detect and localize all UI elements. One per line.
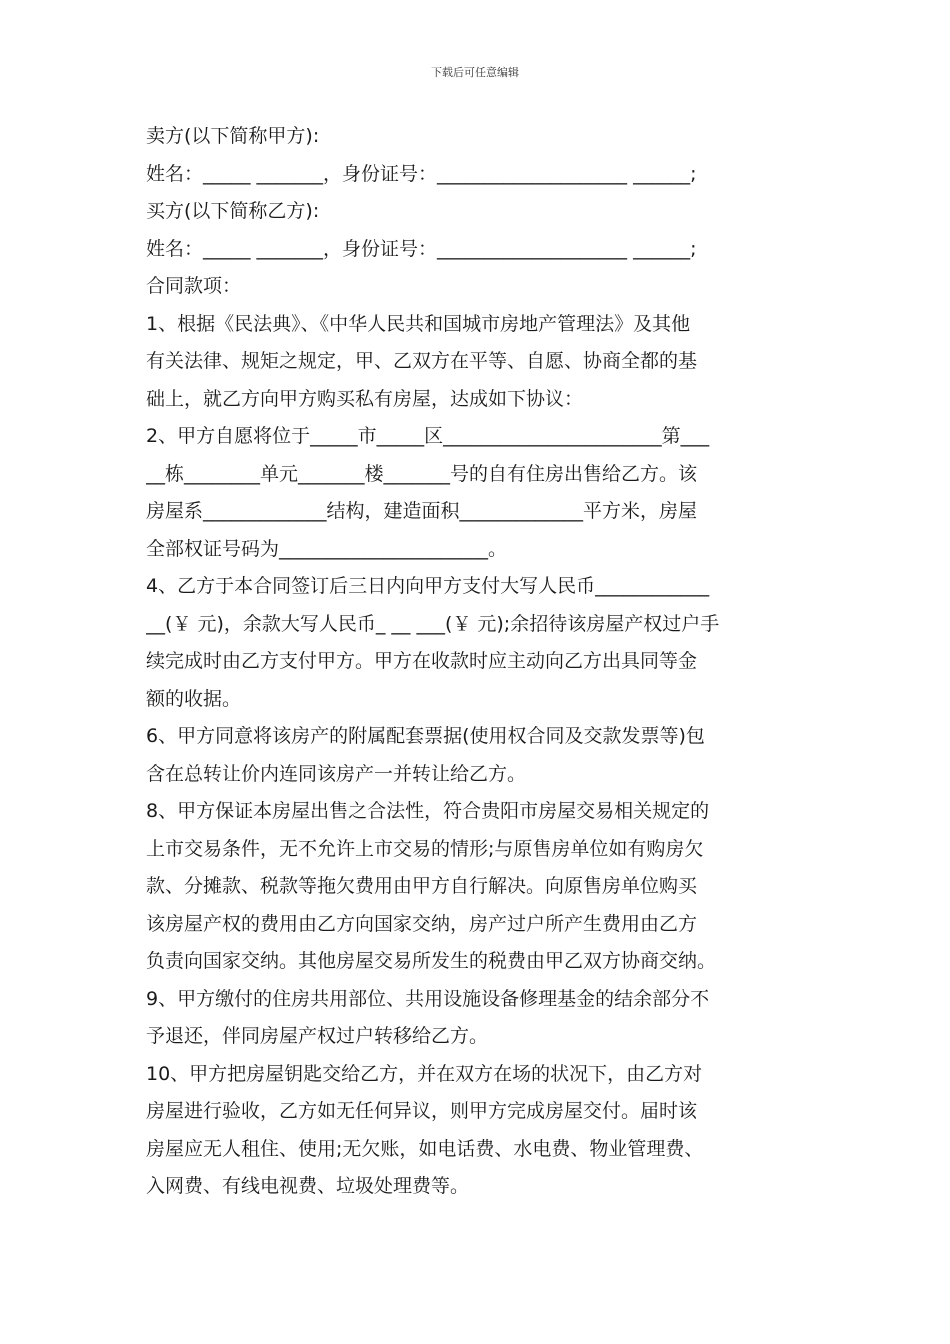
text-line: 础上，就乙方向甲方购买私有房屋，达成如下协议： [146, 387, 584, 410]
contract-body [146, 118, 806, 1206]
text-line: 1、根据《民法典》、《中华人民共和国城市房地产管理法》及其他 [146, 312, 691, 335]
text-line: 房屋应无人租住、使用;无欠账，如电话费、水电费、物业管理费、 [146, 1137, 704, 1160]
text-line: 款、分摊款、税款等拖欠费用由甲方自行解决。向原售房单位购买 [146, 875, 698, 897]
text-line: 姓名：_____ _______，身份证号：____________________ ______; [146, 162, 697, 185]
text-line: 有关法律、规矩之规定，甲、乙双方在平等、自愿、协商全都的基 [146, 350, 698, 372]
text-line: 房屋进行验收，乙方如无任何异议，则甲方完成房屋交付。届时该 [146, 1100, 698, 1122]
text-line: 卖方(以下简称甲方): [146, 125, 320, 147]
text-line: 9、甲方缴付的住房共用部位、共用设施设备修理基金的结余部分不 [146, 987, 710, 1010]
text-line: 10、甲方把房屋钥匙交给乙方，并在双方在场的状况下，由乙方对 [146, 1062, 703, 1085]
text-line: 入网费、有线电视费、垃圾处理费等。 [146, 1175, 470, 1197]
text-line: 4、乙方于本合同签订后三日内向甲方支付大写人民币____________ [146, 575, 710, 597]
text-line: 上市交易条件，无不允许上市交易的情形;与原售房单位如有购房欠 [146, 837, 704, 860]
text-line: 姓名：_____ _______，身份证号：____________________ ______; [146, 237, 697, 260]
text-line: 续完成时由乙方支付甲方。甲方在收款时应主动向乙方出具同等金 [146, 650, 698, 672]
text-line: 全部权证号码为______________________。 [146, 537, 508, 560]
text-line: 予退还，伴同房屋产权过户转移给乙方。 [146, 1025, 489, 1047]
text-line: 8、甲方保证本房屋出售之合法性，符合贵阳市房屋交易相关规定的 [146, 800, 710, 822]
text-line: 6、甲方同意将该房产的附属配套票据(使用权合同及交款发票等)包 [146, 725, 705, 747]
text-line: 合同款项： [146, 275, 242, 297]
text-line: 额的收据。 [146, 687, 242, 710]
text-line: 买方(以下简称乙方): [146, 200, 320, 222]
text-line: 含在总转让价内连同该房产一并转让给乙方。 [146, 762, 527, 785]
text-line: __(￥ 元)，余款大写人民币_ __ ___(￥ 元);余招待该房屋产权过户手 [146, 612, 720, 635]
text-line: 该房屋产权的费用由乙方向国家交纳，房产过户所产生费用由乙方 [146, 912, 698, 935]
text-line: 房屋系_____________结构，建造面积_____________平方米，房屋 [146, 500, 698, 522]
text-line: 2、甲方自愿将位于_____市_____区_______________________第___ [146, 425, 710, 447]
text-line: 负责向国家交纳。其他房屋交易所发生的税费由甲乙双方协商交纳。 [146, 950, 717, 972]
page-header-note: 下载后可任意编辑 [431, 66, 519, 79]
text-line: __栋________单元_______楼_______号的自有住房出售给乙方。该 [146, 462, 698, 485]
